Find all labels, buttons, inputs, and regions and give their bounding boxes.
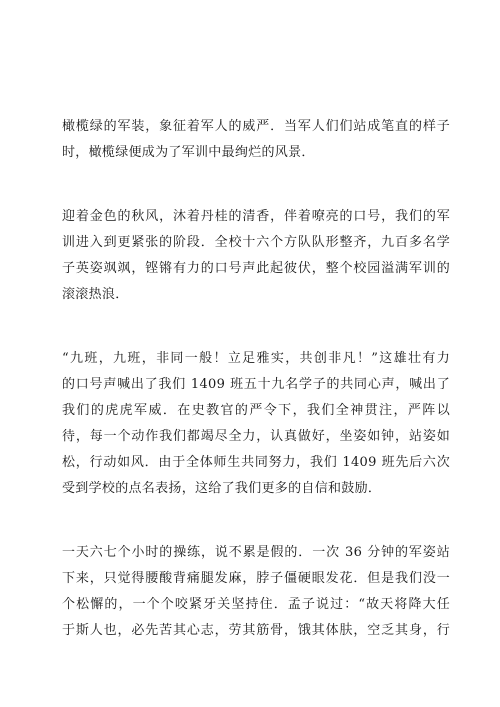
text-line: 受到学校的点名表扬，这给了我们更多的自信和鼓励． [62,481,382,496]
text-line: 时，橄榄绿便成为了军训中最绚烂的风景． [62,145,315,160]
text-line: 我们的虎虎军威．在史教官的严令下，我们全神贯注，严阵以 [62,403,450,418]
text-line: 一天六七个小时的操练，说不累是假的．一次 36 分钟的军姿站 [62,545,450,560]
text-line: 于斯人也，必先苦其心志，劳其筋骨，饿其体肤，空乏其身，行 [62,623,450,638]
text-line: 橄榄绿的军装，象征着军人的威严．当军人们们站成笔直的样子 [62,119,450,134]
paragraph-2 [62,204,450,308]
text-line: 的口号声喊出了我们 1409 班五十九名学子的共同心声，喊出了 [62,377,450,392]
text-line: 滚滚热浪． [62,287,129,302]
text-line: 个松懈的，一个个咬紧牙关坚持住．孟子说过：“故天将降大任 [62,597,450,612]
paragraph-4 [62,540,450,644]
text-line: “九班，九班，非同一般！立足雅实，共创非凡！”这雄壮有力 [62,351,450,366]
text-line: 松，行动如风．由于全体师生共同努力，我们 1409 班先后六次 [62,455,450,470]
text-line: 迎着金色的秋风，沐着丹桂的清香，伴着嘹亮的口号，我们的军 [62,209,450,224]
text-line: 待，每一个动作我们都竭尽全力，认真做好，坐姿如钟，站姿如 [62,429,450,444]
paragraph-3 [62,346,450,502]
document-body [62,114,450,682]
paragraph-1 [62,114,450,166]
text-line: 训进入到更紧张的阶段．全校十六个方队队形整齐，九百多名学 [62,235,450,250]
text-line: 子英姿飒飒，铿锵有力的口号声此起彼伏，整个校园溢满军训的 [62,261,450,276]
text-line: 下来，只觉得腰酸背痛腿发麻，脖子僵硬眼发花．但是我们没一 [62,571,450,586]
